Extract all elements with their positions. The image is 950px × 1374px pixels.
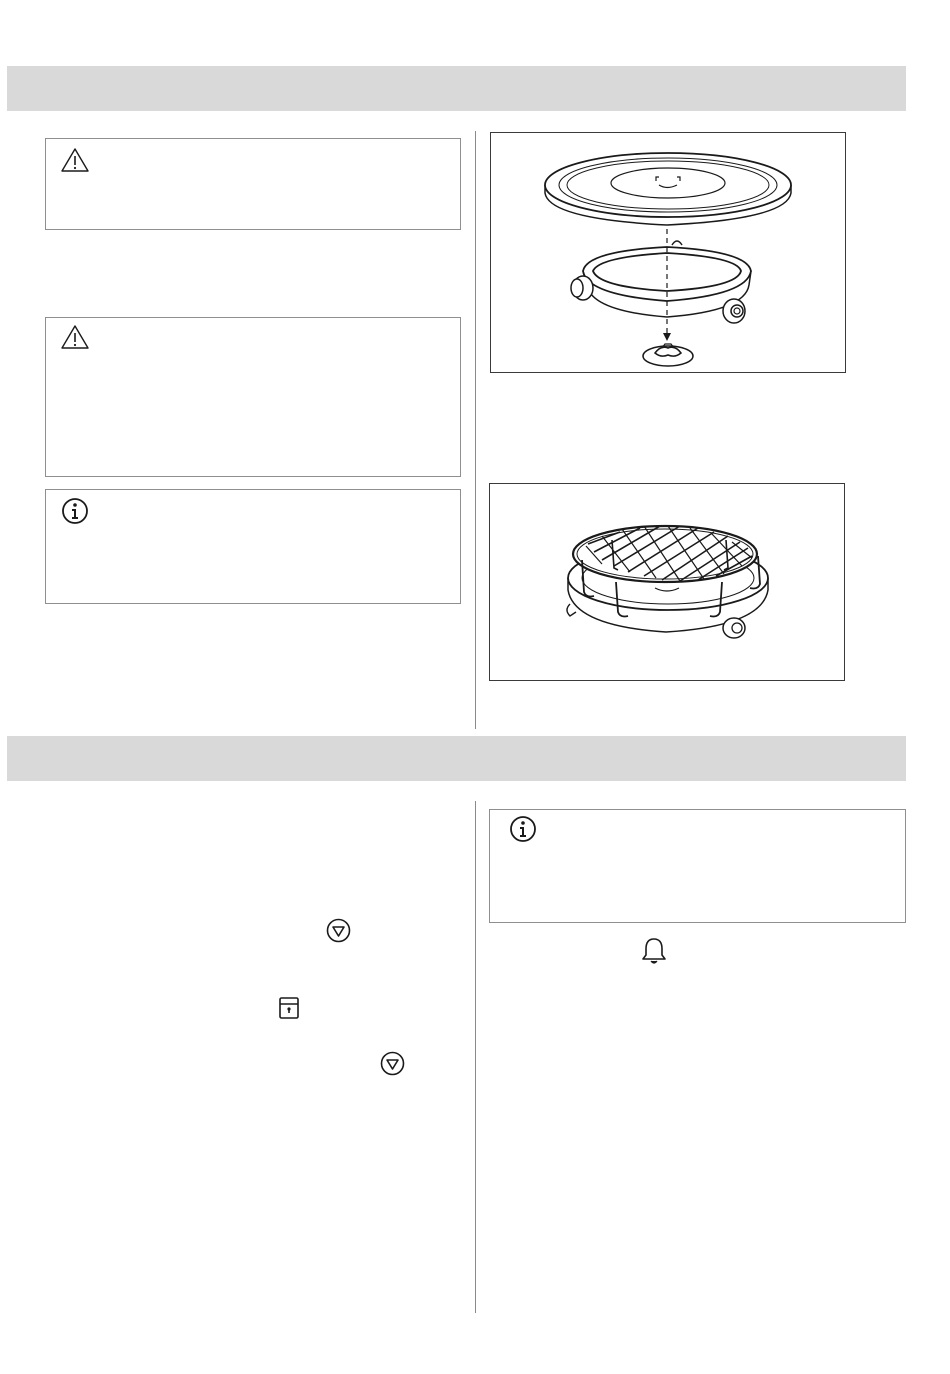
door-lock-icon	[277, 995, 301, 1021]
alignment-arrow	[663, 333, 671, 341]
warning-box-2	[45, 317, 461, 477]
grill-rack-on-turntable-illustration	[489, 483, 845, 681]
turntable-assembly-illustration	[490, 132, 846, 373]
warning-icon	[60, 324, 90, 350]
roller-ring-graphic	[571, 241, 751, 323]
section-header-bar-1	[7, 66, 906, 111]
column-divider-top	[475, 131, 476, 729]
bell-icon	[641, 936, 667, 966]
glass-tray-graphic	[545, 153, 791, 225]
info-box-2	[489, 809, 906, 923]
stop-triangle-icon	[326, 918, 351, 943]
section-header-bar-2	[7, 736, 906, 781]
warning-box-1	[45, 138, 461, 230]
info-box-1	[45, 489, 461, 604]
info-icon	[61, 497, 89, 525]
stop-triangle-icon	[380, 1051, 405, 1076]
info-icon	[509, 815, 537, 843]
column-divider-bottom	[475, 801, 476, 1313]
coupler-graphic	[643, 344, 693, 366]
warning-icon	[60, 147, 90, 173]
